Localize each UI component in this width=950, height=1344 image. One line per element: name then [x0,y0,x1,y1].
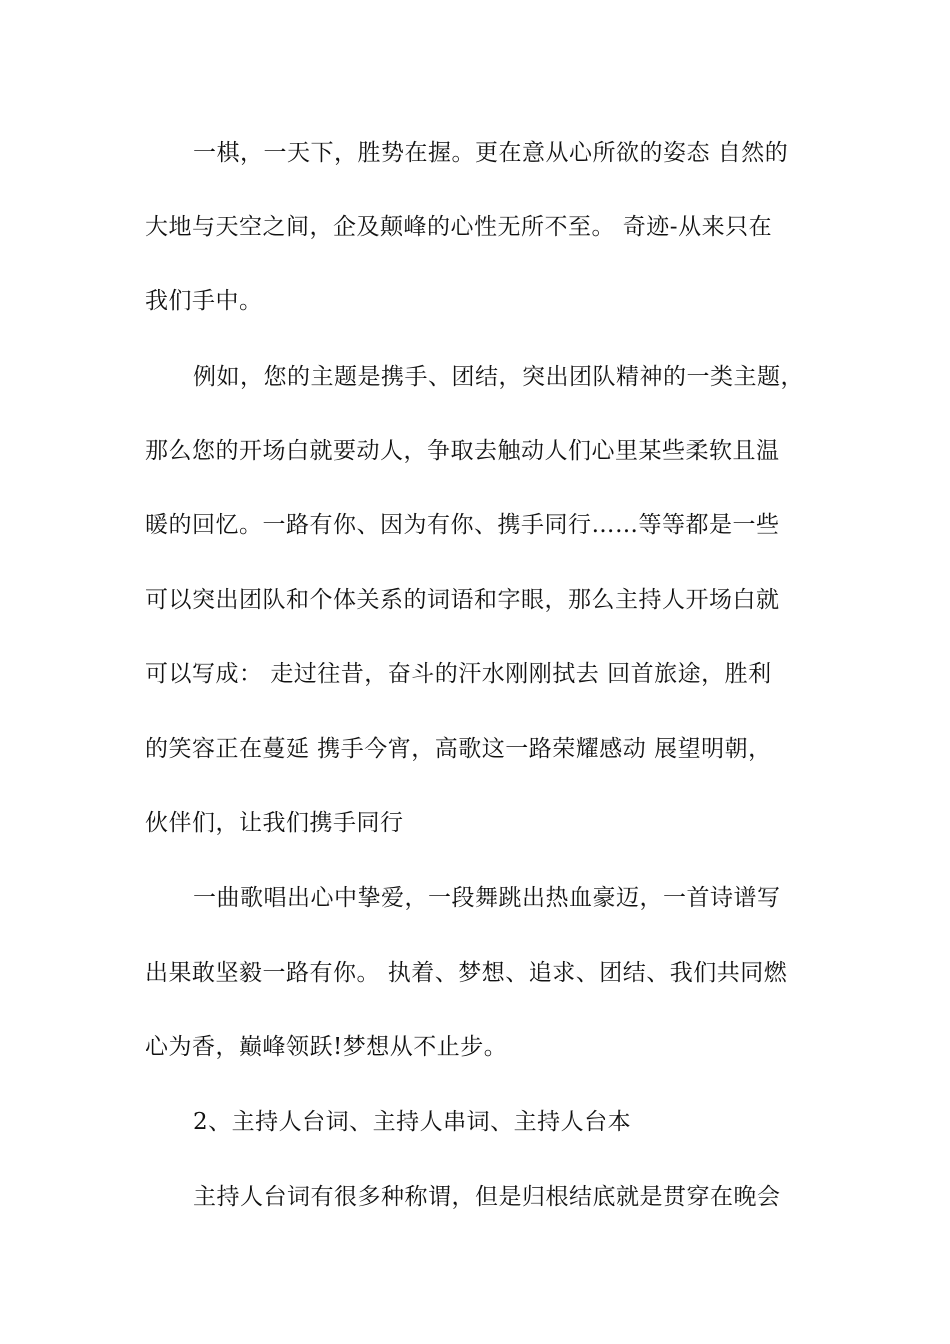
paragraph-3-line-1: 一曲歌唱出心中挚爱，一段舞跳出热血豪迈，一首诗谱写 [193,885,781,911]
paragraph-1-line-2: 大地与天空之间，企及颠峰的心性无所不至。 奇迹-从来只在 [145,214,773,240]
paragraph-2-line-7: 伙伴们，让我们携手同行 [145,810,404,836]
paragraph-1-line-3: 我们手中。 [145,288,263,314]
paragraph-2-line-4: 可以突出团队和个体关系的词语和字眼，那么主持人开场白就 [145,587,780,613]
paragraph-2-line-5: 可以写成： 走过往昔，奋斗的汗水刚刚拭去 回首旅途，胜利 [145,661,772,687]
paragraph-1-line-1: 一棋，一天下，胜势在握。更在意从心所欲的姿态 自然的 [193,140,789,166]
paragraph-2-line-6: 的笑容正在蔓延 携手今宵，高歌这一路荣耀感动 展望明朝， [145,736,772,762]
paragraph-3-line-2: 出果敢坚毅一路有你。 执着、梦想、追求、团结、我们共同燃 [145,960,788,986]
paragraph-3-line-3: 心为香，巅峰领跃!梦想从不止步。 [145,1034,508,1060]
paragraph-4-line-1: 主持人台词有很多种称谓，但是归根结底就是贯穿在晚会 [193,1184,781,1210]
paragraph-2-line-2: 那么您的开场白就要动人，争取去触动人们心里某些柔软且温 [145,438,780,464]
paragraph-2-line-1: 例如，您的主题是携手、团结，突出团队精神的一类主题， [193,364,804,390]
section-heading: 2、主持人台词、主持人串词、主持人台本 [193,1109,632,1135]
paragraph-2-line-3: 暖的回忆。一路有你、因为有你、携手同行……等等都是一些 [145,512,780,538]
